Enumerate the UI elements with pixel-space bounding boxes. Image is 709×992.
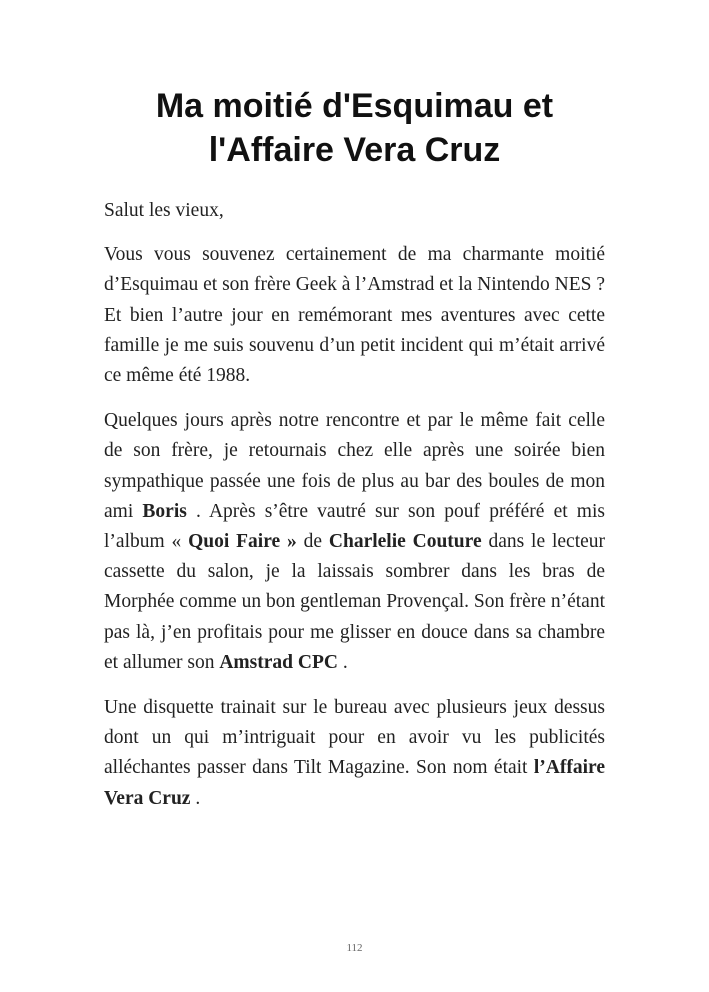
page-number: 112 <box>346 942 363 954</box>
p3-text-1: Une disquette trainait sur le bureau avec plusieurs jeux dessus dont un qui m’intriguait pour en avoir vu les publicités alléchantes passer dans Tilt Magazine. Son nom était <box>104 697 605 779</box>
paragraph-3 <box>104 693 605 814</box>
greeting-paragraph: Salut les vieux, <box>104 200 224 221</box>
p2-bold-computer: Amstrad CPC <box>219 651 338 673</box>
chapter-title-line1: Ma moitié d'Esquimau et <box>155 87 554 125</box>
p2-text-1: Quelques jours après notre rencontre et par le même fait celle de son frère, je retournais chez elle après une soirée bien sympathique passée une fois de plus au bar des boules de mon ami <box>104 410 605 522</box>
chapter-body <box>104 196 605 829</box>
p3-bold-game: l’Affaire Vera Cruz <box>104 757 605 809</box>
chapter-title-line2: l'Affaire Vera Cruz <box>208 131 501 169</box>
p2-bold-boris: Boris <box>142 500 187 522</box>
p2-bold-album: Quoi Faire » <box>188 531 297 553</box>
p2-bold-artist: Charlelie Couture <box>328 531 482 553</box>
p3-text-2: . <box>190 787 201 809</box>
chapter-title <box>60 84 649 172</box>
p2-text-5: . <box>337 651 348 673</box>
paragraph-1: Vous vous souvenez certainement de ma charmante moitié d’Esquimau et son frère Geek à l’Amstrad et la Nintendo NES ? Et bien l’autre jour en remémorant mes aventures avec cette famille je me suis souvenu d’un petit incident qui m’était arrivé ce même été 1988. <box>104 244 605 387</box>
paragraph-2 <box>104 406 605 678</box>
p2-text-3: de <box>296 531 329 553</box>
p2-text-4: dans le lecteur cassette du salon, je la laissais sombrer dans les bras de Morphée comme un bon gentleman Provençal. Son frère n’étant pas là, j’en profitais pour me glisser en douce dans sa chambre et allumer son <box>104 531 606 673</box>
p2-text-2: . Après s’être vautré sur son pouf préféré et mis l’album « <box>104 500 605 553</box>
